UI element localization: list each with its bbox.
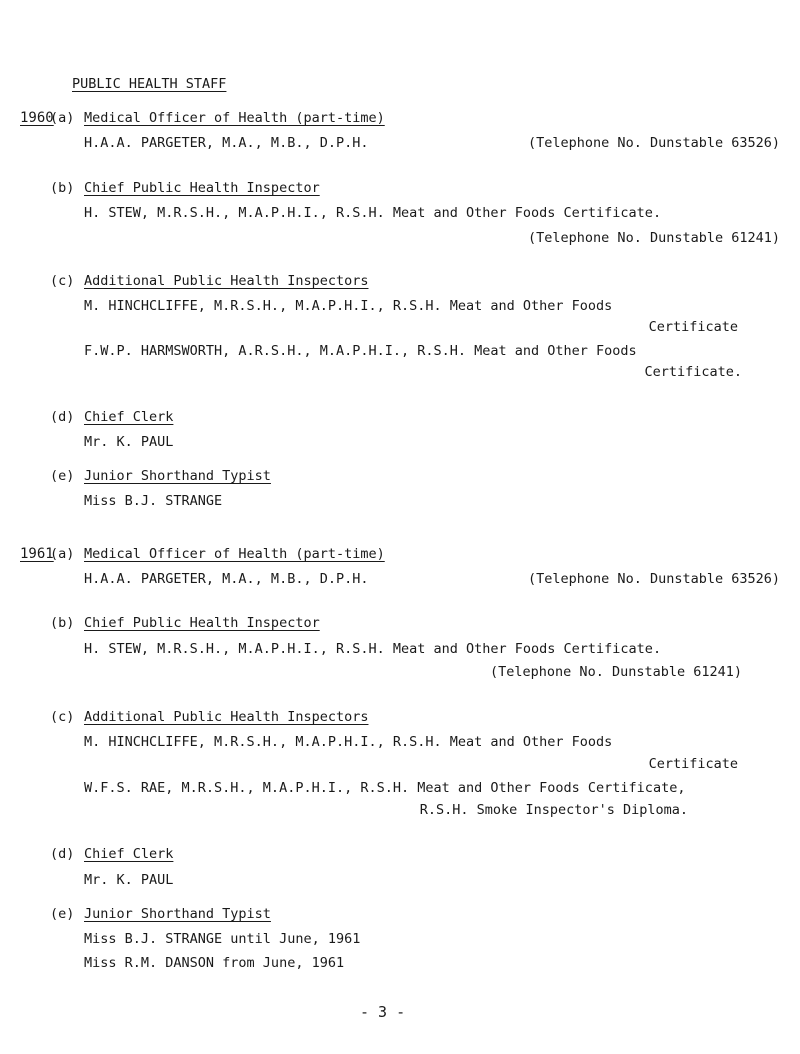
- item-heading: Junior Shorthand Typist: [84, 906, 271, 922]
- item-marker: (c): [50, 709, 75, 725]
- item-heading: Medical Officer of Health (part-time): [84, 110, 385, 126]
- item-marker: (d): [50, 409, 75, 425]
- staff-entry: H. STEW, M.R.S.H., M.A.P.H.I., R.S.H. Meat and Other Foods Certificate.: [84, 205, 662, 221]
- item-marker: (a): [50, 110, 75, 126]
- item-marker: (d): [50, 846, 75, 862]
- qualification-continuation: Certificate: [648, 319, 738, 335]
- item-marker: (b): [50, 615, 75, 631]
- staff-entry: F.W.P. HARMSWORTH, A.R.S.H., M.A.P.H.I., R.S.H. Meat and Other Foods: [84, 343, 637, 359]
- staff-entry: Miss B.J. STRANGE: [84, 493, 223, 509]
- staff-entry: H. STEW, M.R.S.H., M.A.P.H.I., R.S.H. Meat and Other Foods Certificate.: [84, 641, 662, 657]
- item-marker: (e): [50, 468, 75, 484]
- item-marker: (b): [50, 180, 75, 196]
- staff-entry: Miss R.M. DANSON from June, 1961: [84, 955, 345, 971]
- telephone-note: (Telephone No. Dunstable 61241): [490, 664, 742, 680]
- item-marker: (e): [50, 906, 75, 922]
- item-heading: Additional Public Health Inspectors: [84, 709, 369, 725]
- item-marker: (c): [50, 273, 75, 289]
- item-heading: Medical Officer of Health (part-time): [84, 546, 385, 562]
- telephone-note: (Telephone No. Dunstable 61241): [528, 230, 780, 246]
- qualification-continuation: Certificate: [648, 756, 738, 772]
- staff-entry: W.F.S. RAE, M.R.S.H., M.A.P.H.I., R.S.H. Meat and Other Foods Certificate,: [84, 780, 686, 796]
- item-heading: Junior Shorthand Typist: [84, 468, 271, 484]
- staff-entry: H.A.A. PARGETER, M.A., M.B., D.P.H.: [84, 571, 369, 587]
- staff-entry: Mr. K. PAUL: [84, 872, 174, 888]
- year-label: 1960: [20, 110, 54, 126]
- page-title: PUBLIC HEALTH STAFF: [72, 76, 227, 92]
- item-heading: Chief Public Health Inspector: [84, 615, 320, 631]
- staff-entry: M. HINCHCLIFFE, M.R.S.H., M.A.P.H.I., R.S.H. Meat and Other Foods: [84, 734, 613, 750]
- staff-entry: M. HINCHCLIFFE, M.R.S.H., M.A.P.H.I., R.S.H. Meat and Other Foods: [84, 298, 613, 314]
- staff-entry: H.A.A. PARGETER, M.A., M.B., D.P.H.: [84, 135, 369, 151]
- qualification-continuation: Certificate.: [644, 364, 742, 380]
- item-heading: Chief Clerk: [84, 846, 174, 862]
- telephone-note: (Telephone No. Dunstable 63526): [528, 135, 780, 151]
- item-heading: Additional Public Health Inspectors: [84, 273, 369, 289]
- item-heading: Chief Public Health Inspector: [84, 180, 320, 196]
- page-number: - 3 -: [360, 1003, 406, 1021]
- telephone-note: (Telephone No. Dunstable 63526): [528, 571, 780, 587]
- item-heading: Chief Clerk: [84, 409, 174, 425]
- staff-entry: Mr. K. PAUL: [84, 434, 174, 450]
- item-marker: (a): [50, 546, 75, 562]
- qualification-continuation: R.S.H. Smoke Inspector's Diploma.: [419, 802, 688, 818]
- staff-entry: Miss B.J. STRANGE until June, 1961: [84, 931, 361, 947]
- year-label: 1961: [20, 546, 54, 562]
